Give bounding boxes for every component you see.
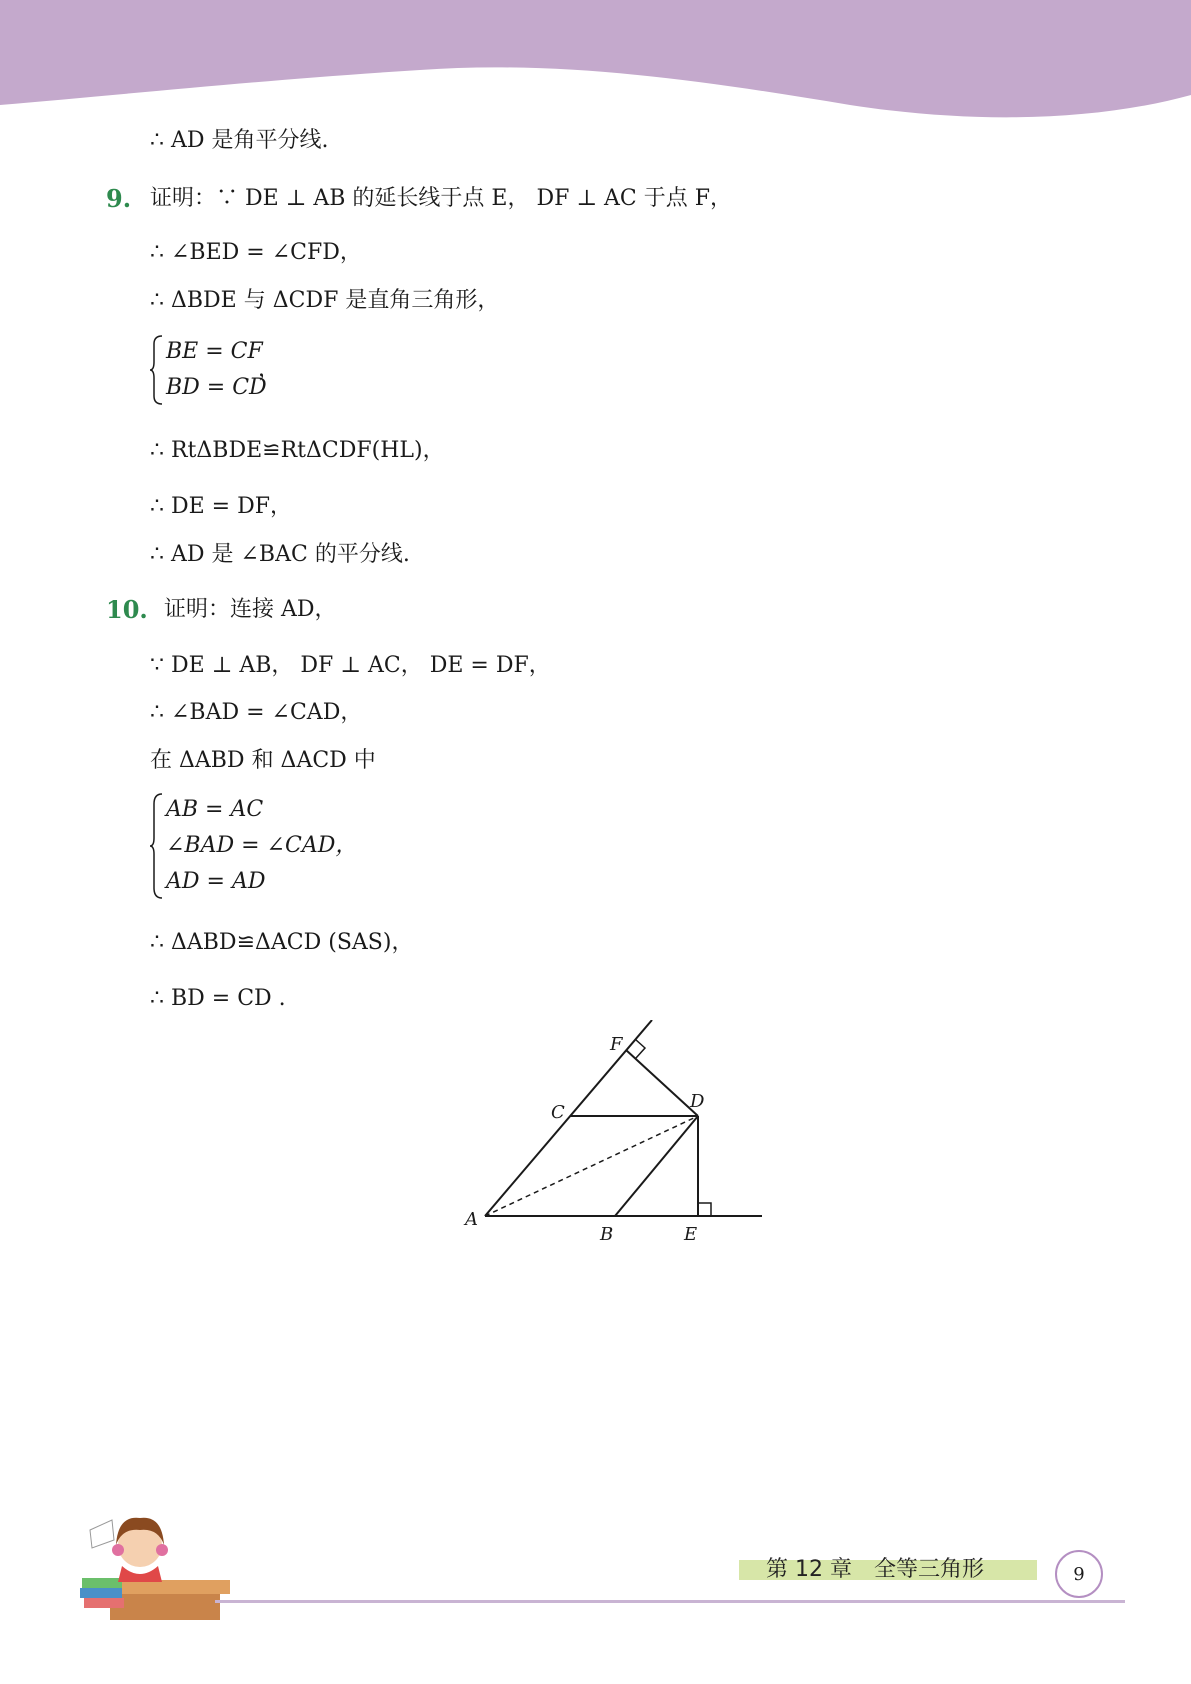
line-ad-bac-bisector: ∴ AD 是 ∠BAC 的平分线.: [150, 542, 410, 567]
reading-girl-icon: [70, 1500, 230, 1620]
page-number: 9: [1055, 1550, 1103, 1598]
line-ad-bisector: ∴ AD 是角平分线.: [150, 128, 329, 153]
line-b-d: [615, 1116, 698, 1216]
line-proof-9-start: 证明：∵ DE ⊥ AB 的延长线于点 E， DF ⊥ AC 于点 F，: [150, 186, 733, 211]
problem-number-9: 9.: [106, 184, 132, 213]
right-angle-f: [635, 1039, 645, 1058]
line-a-d-dashed: [485, 1116, 698, 1216]
line-congruent-hl: ∴ RtΔBDE≌RtΔCDF(HL)，: [150, 438, 445, 463]
system-2-row-1: AB = AC: [166, 797, 264, 822]
line-bd-cd: ∴ BD = CD .: [150, 986, 286, 1011]
line-de-df: ∴ DE = DF，: [150, 494, 293, 519]
label-b: B: [600, 1224, 614, 1245]
brace-icon: [150, 334, 164, 406]
label-d: D: [690, 1091, 705, 1112]
line-f-d: [626, 1050, 698, 1116]
geometry-diagram: [440, 1020, 770, 1250]
problem-number-10: 10.: [106, 595, 148, 624]
header-banner: [0, 0, 1191, 130]
brace-icon: [150, 792, 164, 900]
system-2-row-3: AD = AD: [166, 869, 266, 894]
line-a-f: [485, 1020, 652, 1216]
footer-chapter-title: 第 12 章 全等三角形: [766, 1557, 984, 1582]
label-c: C: [551, 1102, 565, 1123]
line-congruent-sas: ∴ ΔABD≌ΔACD (SAS)，: [150, 930, 414, 955]
line-right-triangles: ∴ ΔBDE 与 ΔCDF 是直角三角形，: [150, 288, 500, 313]
right-angle-e: [698, 1203, 711, 1216]
system-1-row-1: BE = CF: [166, 339, 263, 364]
system-2-row-2: ∠BAD = ∠CAD，: [166, 833, 358, 858]
system-1-comma: ，: [258, 357, 281, 382]
line-given-10: ∵ DE ⊥ AB， DF ⊥ AC， DE = DF，: [150, 653, 551, 678]
footer-rule: [215, 1600, 1125, 1603]
label-e: E: [684, 1224, 698, 1245]
label-a: A: [465, 1209, 478, 1230]
line-in-triangles: 在 ΔABD 和 ΔACD 中: [150, 748, 376, 773]
line-angle-bad: ∴ ∠BAD = ∠CAD，: [150, 700, 363, 725]
line-angle-bed: ∴ ∠BED = ∠CFD，: [150, 240, 362, 265]
label-f: F: [610, 1034, 623, 1055]
line-proof-10-start: 证明：连接 AD，: [164, 597, 337, 622]
system-1-row-2: BD = CD: [166, 375, 267, 400]
